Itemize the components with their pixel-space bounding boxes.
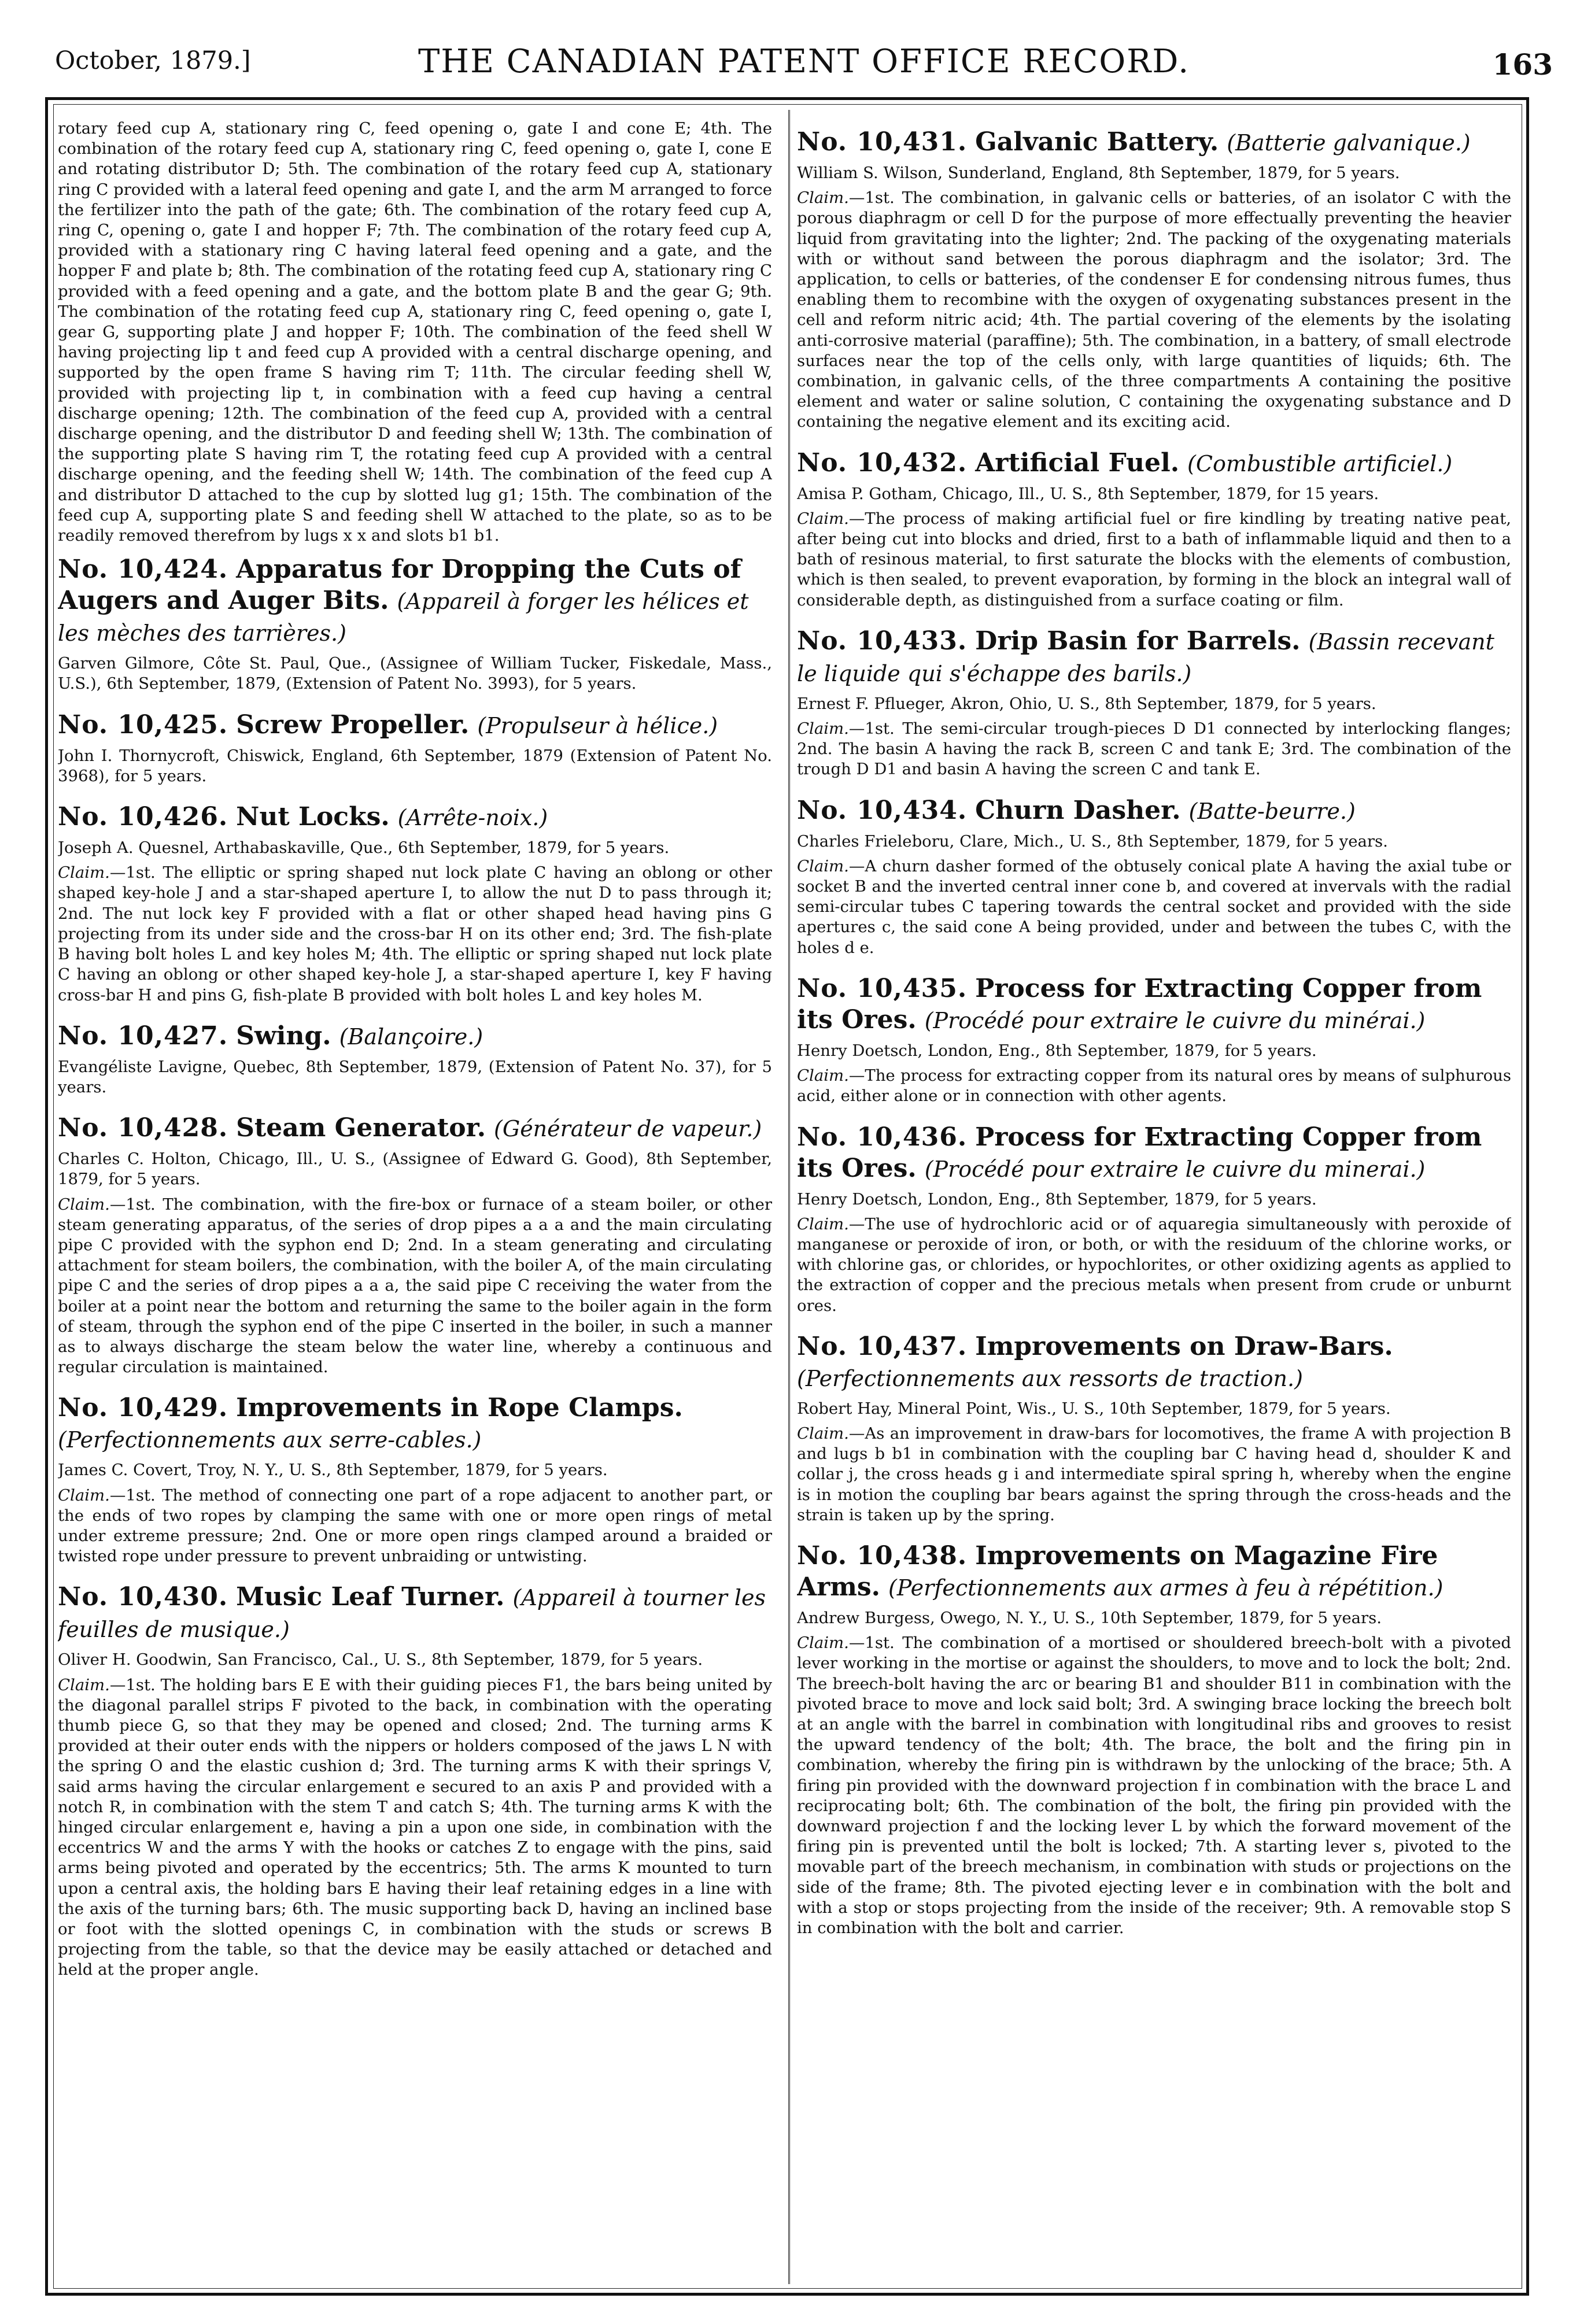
claim-text: —1st. The combination, with the fire-box or furnace of a steam boiler, or other steam generating apparatus, of the series of drop pipes a a a and the main circulating pipe C provided with the syphon end D; 2nd. In a steam generating and circulating attachment for steam boilers, the combination, with the boiler A, of the main circulating pipe C and the series of drop pipes a a a, the said pipe C receiving the water from the boiler at a point near the bottom and returning the same to the boiler again in the form of steam, through the syphon end of the pipe C inserted in the boiler, in such a manner as to always discharge the steam below the water line, whereby a continuous and regular circulation is maintained. <box>58 1195 772 1377</box>
claim-label: Claim. <box>58 1195 110 1214</box>
header-date: October, 1879.] <box>55 46 251 75</box>
patent-inventor: Andrew Burgess, Owego, N. Y., U. S., 10th September, 1879, for 5 years. <box>797 1608 1382 1627</box>
claim-label: Claim. <box>797 719 849 738</box>
patent-french-title: (Bassin recevant le liquide qui s'échappe des barils.) <box>797 629 1494 686</box>
patent-title: Drip Basin for Barrels. <box>975 626 1301 656</box>
patent-number: No. 10,433. <box>797 626 968 656</box>
patent-entry <box>797 1122 1511 1316</box>
claim-label: Claim. <box>58 863 110 882</box>
patent-title: Swing. <box>236 1021 331 1051</box>
entry-heading <box>58 1113 772 1144</box>
claim-label: Claim. <box>797 1634 849 1653</box>
patent-claim <box>797 1424 1511 1525</box>
patent-inventor: Robert Hay, Mineral Point, Wis., U. S., 10th September, 1879, for 5 years. <box>797 1399 1391 1418</box>
patent-entry <box>797 1540 1511 1938</box>
column-divider <box>788 110 790 2284</box>
patent-title: Steam Generator. <box>236 1113 486 1143</box>
claim-label: Claim. <box>797 189 849 208</box>
patent-french-title: (Procédé pour extraire le cuivre du minérai.) <box>924 1007 1426 1033</box>
claim-text: —As an improvement in draw-bars for locomotives, the frame A with projection B and lugs b b1 in combination with the coupling bar C having head d, shoulder K and collar j, the cross heads g i and intermediate spiral spring h, whereby when the engine is in motion the coupling bar bears against the spring through the cross-heads and the strain is taken up by the spring. <box>797 1424 1511 1524</box>
patent-title: Galvanic Battery. <box>975 127 1219 157</box>
entry-heading <box>797 1331 1511 1394</box>
entry-heading <box>797 127 1511 158</box>
patent-inventor: Charles C. Holton, Chicago, Ill., U. S., (Assignee of Edward G. Good), 8th September, 1879, for 5 years. <box>58 1150 772 1189</box>
patent-title: Artificial Fuel. <box>975 448 1180 478</box>
left-entries <box>58 554 772 1980</box>
patent-title: Improvements in Rope Clamps. <box>236 1393 683 1423</box>
patent-number: No. 10,434. <box>797 795 968 825</box>
right-entries <box>797 127 1511 1938</box>
patent-title: Process for Extracting Copper from its Ores. <box>797 973 1482 1034</box>
patent-entry <box>797 795 1511 958</box>
patent-french-title: (Perfectionnements aux armes à feu à répétition.) <box>888 1575 1444 1601</box>
left-column <box>58 119 772 2281</box>
patent-title: Apparatus for Dropping the Cuts of Augers and Auger Bits. <box>58 555 741 616</box>
entry-heading <box>58 1021 772 1052</box>
entry-heading <box>58 801 772 833</box>
patent-title: Churn Dasher. <box>975 795 1181 825</box>
patent-entry <box>58 1582 772 1980</box>
patent-entry <box>58 1021 772 1098</box>
page-number: 163 <box>1492 47 1553 82</box>
patent-claim <box>58 1675 772 1981</box>
patent-title: Screw Propeller. <box>236 710 470 740</box>
claim-text: —The process of making artificial fuel or fire kindling by treating native peat, after being cut into blocks and dried, first to a bath of inflammable liquid and then to a bath of resinous material, to first saturate the blocks with the elements of combustion, which is then sealed, to prevent evaporation, by forming in the block an integral wall of considerable depth, as distinguished from a surface coating or film. <box>797 509 1511 609</box>
patent-entry <box>58 1392 772 1566</box>
patent-claim <box>797 1214 1511 1316</box>
page-header <box>55 35 1553 93</box>
entry-heading <box>58 1392 772 1455</box>
patent-claim <box>58 1195 772 1378</box>
patent-entry <box>797 127 1511 433</box>
patent-entry <box>58 554 772 694</box>
claim-text: —1st. The method of connecting one part of a rope adjacent to another part, or the ends of two ropes by clamping the same with one or more open rings of metal under extreme pressure; 2nd. One or more open rings clamped around a braided or twisted rope under pressure to prevent unbraiding or untwisting. <box>58 1486 772 1566</box>
patent-title: Process for Extracting Copper from its Ores. <box>797 1122 1482 1183</box>
patent-number: No. 10,424. <box>58 555 228 585</box>
patent-inventor: Evangéliste Lavigne, Quebec, 8th September, 1879, (Extension of Patent No. 37), for 5 years. <box>58 1057 772 1096</box>
patent-claim <box>797 1066 1511 1106</box>
patent-french-title: (Balançoire.) <box>339 1024 483 1050</box>
patent-number: No. 10,431. <box>797 127 968 157</box>
claim-label: Claim. <box>58 1675 110 1694</box>
claim-text: —1st. The semi-circular trough-pieces D D1 connected by interlocking flanges; 2nd. The basin A having the rack B, screen C and tank E; 3rd. The combination of the trough D D1 and basin A having the screen C and tank E. <box>797 719 1511 779</box>
claim-text: —1st. The combination of a mortised or shouldered breech-bolt with a pivoted lever working in the mortise or against the shoulders, to move and to lock the bolt; 2nd. The breech-bolt having the arc or bearing B1 and shoulder B11 in combination with the pivoted brace to move and lock said bolt; 3rd. A swinging brace locking the breech bolt at an angle with the barrel in combination with longitudinal ribs and grooves to resist the upward tendency of the bolt; 4th. The brace, the bolt and the firing pin in combination, whereby the firing pin is withdrawn by the unlocking of the brace; 5th. A firing pin provided with the downward projection f in combination with the brace L and reciprocating bolt; 6th. The combination of the bolt, the firing pin provided with the downward projection f and the locking lever L by which the forward movement of the firing pin is prevented until the bolt is locked; 7th. A starting lever s, pivoted to the movable part of the breech mechanism, in combination with studs or projections on the side of the frame; 8th. The pivoted ejecting lever e in combination with the bolt and with a stop or stops projecting from the inside of the receiver; 9th. A removable stop S in combination with the bolt and carrier. <box>797 1634 1511 1937</box>
patent-french-title: (Appareil à forger les hélices et les mèches des tarrières.) <box>58 589 749 646</box>
patent-french-title: (Appareil à tourner les feuilles de musique.) <box>58 1585 766 1643</box>
claim-text: —The process for extracting copper from its natural ores by means of sulphurous acid, either alone or in connection with other agents. <box>797 1066 1511 1106</box>
patent-claim <box>797 509 1511 611</box>
patent-claim <box>797 856 1511 958</box>
entry-heading <box>797 1540 1511 1603</box>
patent-title: Improvements on Draw-Bars. <box>975 1331 1393 1361</box>
patent-french-title: (Propulseur à hélice.) <box>477 712 718 738</box>
patent-number: No. 10,428. <box>58 1113 228 1143</box>
patent-inventor: Amisa P. Gotham, Chicago, Ill., U. S., 8th September, 1879, for 15 years. <box>797 484 1379 503</box>
patent-inventor: Oliver H. Goodwin, San Francisco, Cal., U. S., 8th September, 1879, for 5 years. <box>58 1650 703 1669</box>
patent-french-title: (Générateur de vapeur.) <box>494 1116 762 1142</box>
claim-label: Claim. <box>797 509 849 528</box>
header-title: THE CANADIAN PATENT OFFICE RECORD. <box>418 43 1190 80</box>
patent-entry <box>797 626 1511 780</box>
claim-text: —The use of hydrochloric acid or of aquaregia simultaneously with peroxide of manganese or peroxide of iron, or both, or with the residuum of the chlorine works, or with chlorine gas, or chlorides, or hypochlorites, or other oxidizing agents as applied to the extraction of copper and the precious metals when present from crude or unburnt ores. <box>797 1214 1511 1315</box>
patent-claim <box>797 188 1511 432</box>
patent-french-title: (Perfectionnements aux serre-cables.) <box>58 1427 482 1453</box>
patent-inventor: Garven Gilmore, Côte St. Paul, Que., (Assignee of William Tucker, Fiskedale, Mass., U.S.), 6th September, 1879, (Extension of Patent No. 3993), for 5 years. <box>58 654 772 693</box>
continuation-block <box>58 119 772 546</box>
patent-entry <box>58 1113 772 1377</box>
patent-entry <box>58 710 772 786</box>
patent-inventor: John I. Thornycroft, Chiswick, England, 6th September, 1879 (Extension of Patent No. 3968), for 5 years. <box>58 746 772 785</box>
patent-title: Music Leaf Turner. <box>236 1582 505 1612</box>
patent-french-title: (Procédé pour extraire le cuivre du minerai.) <box>924 1156 1426 1182</box>
patent-inventor: William S. Wilson, Sunderland, England, 8th September, 1879, for 5 years. <box>797 164 1400 182</box>
patent-inventor: Henry Doetsch, London, Eng., 8th September, 1879, for 5 years. <box>797 1041 1317 1060</box>
patent-entry <box>58 801 772 1006</box>
claim-label: Claim. <box>797 1424 849 1443</box>
patent-claim <box>797 1633 1511 1938</box>
patent-inventor: Charles Frieleboru, Clare, Mich., U. S., 8th September, 1879, for 5 years. <box>797 832 1388 851</box>
patent-inventor: Ernest F. Pflueger, Akron, Ohio, U. S., 8th September, 1879, for 5 years. <box>797 694 1376 713</box>
entry-heading <box>797 795 1511 827</box>
patent-french-title: (Batte-beurre.) <box>1188 798 1356 824</box>
patent-number: No. 10,430. <box>58 1582 228 1612</box>
patent-french-title: (Combustible artificiel.) <box>1187 450 1453 476</box>
patent-inventor: Henry Doetsch, London, Eng., 8th September, 1879, for 5 years. <box>797 1189 1317 1209</box>
entry-heading <box>797 626 1511 689</box>
patent-claim <box>797 719 1511 780</box>
right-column <box>797 119 1511 2281</box>
entry-heading <box>797 973 1511 1036</box>
entry-heading <box>58 554 772 649</box>
entry-heading <box>797 448 1511 479</box>
entry-heading <box>58 1582 772 1645</box>
patent-number: No. 10,438. <box>797 1540 968 1571</box>
claim-label: Claim. <box>797 1214 849 1233</box>
patent-number: No. 10,426. <box>58 802 228 832</box>
claim-label: Claim. <box>797 856 849 875</box>
patent-number: No. 10,437. <box>797 1331 968 1361</box>
patent-entry <box>797 448 1511 611</box>
patent-title: Improvements on Magazine Fire Arms. <box>797 1540 1438 1602</box>
patent-number: No. 10,436. <box>797 1122 968 1152</box>
patent-number: No. 10,427. <box>58 1021 228 1051</box>
patent-number: No. 10,425. <box>58 710 228 740</box>
claim-label: Claim. <box>58 1486 110 1505</box>
patent-inventor: James C. Covert, Troy, N. Y., U. S., 8th September, 1879, for 5 years. <box>58 1461 608 1480</box>
patent-french-title: (Perfectionnements aux ressorts de traction.) <box>797 1365 1303 1391</box>
claim-text: —1st. The combination, in galvanic cells or batteries, of an isolator C with the porous diaphragm or cell D for the purpose of more effectually preventing the heavier liquid from gravitating into the lighter; 2nd. The packing of the oxygenating materials with or without sand between the porous diaphragm and the isolator; 3rd. The application, to cells or batteries, of the condenser E for condensing nitrous fumes, thus enabling them to recombine with the oxygen of oxygenating substances present in the cell and reform nitric acid; 4th. The partial covering of the elements by the isolating anti-corrosive material (paraffine); 5th. The combination, in a battery, of small electrode surfaces near the top of the cells only, with large quantities of liquids; 6th. The combination, in galvanic cells, of the three compartments A containing the positive element and water or saline solution, C containing the oxygenating substance and D containing the negative element and its exciting acid. <box>797 189 1511 431</box>
patent-claim <box>58 1486 772 1567</box>
patent-inventor: Joseph A. Quesnel, Arthabaskaville, Que., 6th September, 1879, for 5 years. <box>58 838 670 858</box>
patent-entry <box>797 1331 1511 1525</box>
patent-number: No. 10,432. <box>797 448 968 478</box>
patent-title: Nut Locks. <box>236 802 390 832</box>
patent-number: No. 10,435. <box>797 973 968 1003</box>
claim-text: —A churn dasher formed of the obtusely conical plate A having the axial tube or socket B and the inverted central inner cone b, and covered at invervals with the radial semi-circular tubes C tapering towards the central socket and provided with the side apertures c, the said cone A being provided, under and between the tubes C, with the holes d e. <box>797 856 1511 957</box>
claim-text: —1st. The holding bars E E with their guiding pieces F1, the bars being united by the diagonal parallel strips F pivoted to the back, in combination with the operating thumb piece G, so that they may be opened and closed; 2nd. The turning arms K provided at their outer ends with the nippers or holders composed of the jaws L N with the spring O and the elastic cushion d; 3rd. The turning arms K with their springs V, said arms having the circular enlargement e secured to an axis P and provided with a notch R, in combination with the stem T and catch S; 4th. The turning arms K with the hinged circular enlargement e, having a pin a upon one side, in combination with the eccentrics W and the arms Y with the hooks or catches Z to engage with the pins, said arms being pivoted and operated by the eccentrics; 5th. The arms K mounted to turn upon a central axis, the holding bars E having their leaf retaining edges in a line with the axis of the turning bars; 6th. The music supporting back D, having an inclined base or foot with the slotted openings C, in combination with the studs or screws B projecting from the table, so that the device may be easily attached or detached and held at the proper angle. <box>58 1675 772 1979</box>
patent-number: No. 10,429. <box>58 1393 228 1423</box>
entry-heading <box>58 710 772 741</box>
claim-label: Claim. <box>797 1066 849 1085</box>
entry-heading <box>797 1122 1511 1185</box>
continuation-text: rotary feed cup A, stationary ring C, feed opening o, gate I and cone E; 4th. The combination of the rotary feed cup A, stationary ring C, feed opening o, gate I, cone E and rotating distributor D; 5th. The combination of the rotary feed cup A, stationary ring C provided with a lateral feed opening and gate I, and the arm M arranged to force the fertilizer into the path of the gate; 6th. The combination of the rotary feed cup A, ring C, opening o, gate I and hopper F; 7th. The combination of the rotary feed cup A, provided with a stationary ring C having lateral feed opening and a gate, and the hopper F and plate b; 8th. The combination of the rotating feed cup A, stationary ring C provided with a feed opening and a gate, and the bottom plate B and the gear G; 9th. The combination of the rotating feed cup A, stationary ring C, feed opening o, gate I, gear G, supporting plate J and hopper F; 10th. The combination of the feed shell W having projecting lip t and feed cup A provided with a central discharge opening, and supported by the open frame S having rim T; 11th. The circular feeding shell W, provided with projecting lip t, in combination with a feed cup having a central discharge opening; 12th. The combination of the feed cup A, provided with a central discharge opening, and the distributor D and feeding shell W; 13th. The combination of the supporting plate S having rim T, the rotating feed cup A provided with a central discharge opening, and the feeding shell W; 14th. The combination of the feed cup A and distributor D attached to the cup by slotted lug g1; 15th. The combination of the feed cup A, supporting plate S and feeding shell W attached to the plate, so as to be readily removed therefrom by lugs x x and slots b1 b1. <box>58 119 772 545</box>
patent-french-title: (Batterie galvanique.) <box>1227 130 1471 156</box>
patent-claim <box>58 863 772 1005</box>
patent-french-title: (Arrête-noix.) <box>397 805 548 831</box>
claim-text: —1st. The elliptic or spring shaped nut lock plate C having an oblong or other shaped key-hole J and a star-shaped aperture I, to allow the nut D to pass through it; 2nd. The nut lock key F provided with a flat or other shaped head having pins G projecting from its under side and the cross-bar H on its other end; 3rd. The fish-plate B having bolt holes L and key holes M; 4th. The elliptic or spring shaped nut lock plate C having an oblong or other shaped key-hole J, a star-shaped aperture I, key F having cross-bar H and pins G, fish-plate B provided with bolt holes L and key holes M. <box>58 863 772 1004</box>
patent-entry <box>797 973 1511 1107</box>
